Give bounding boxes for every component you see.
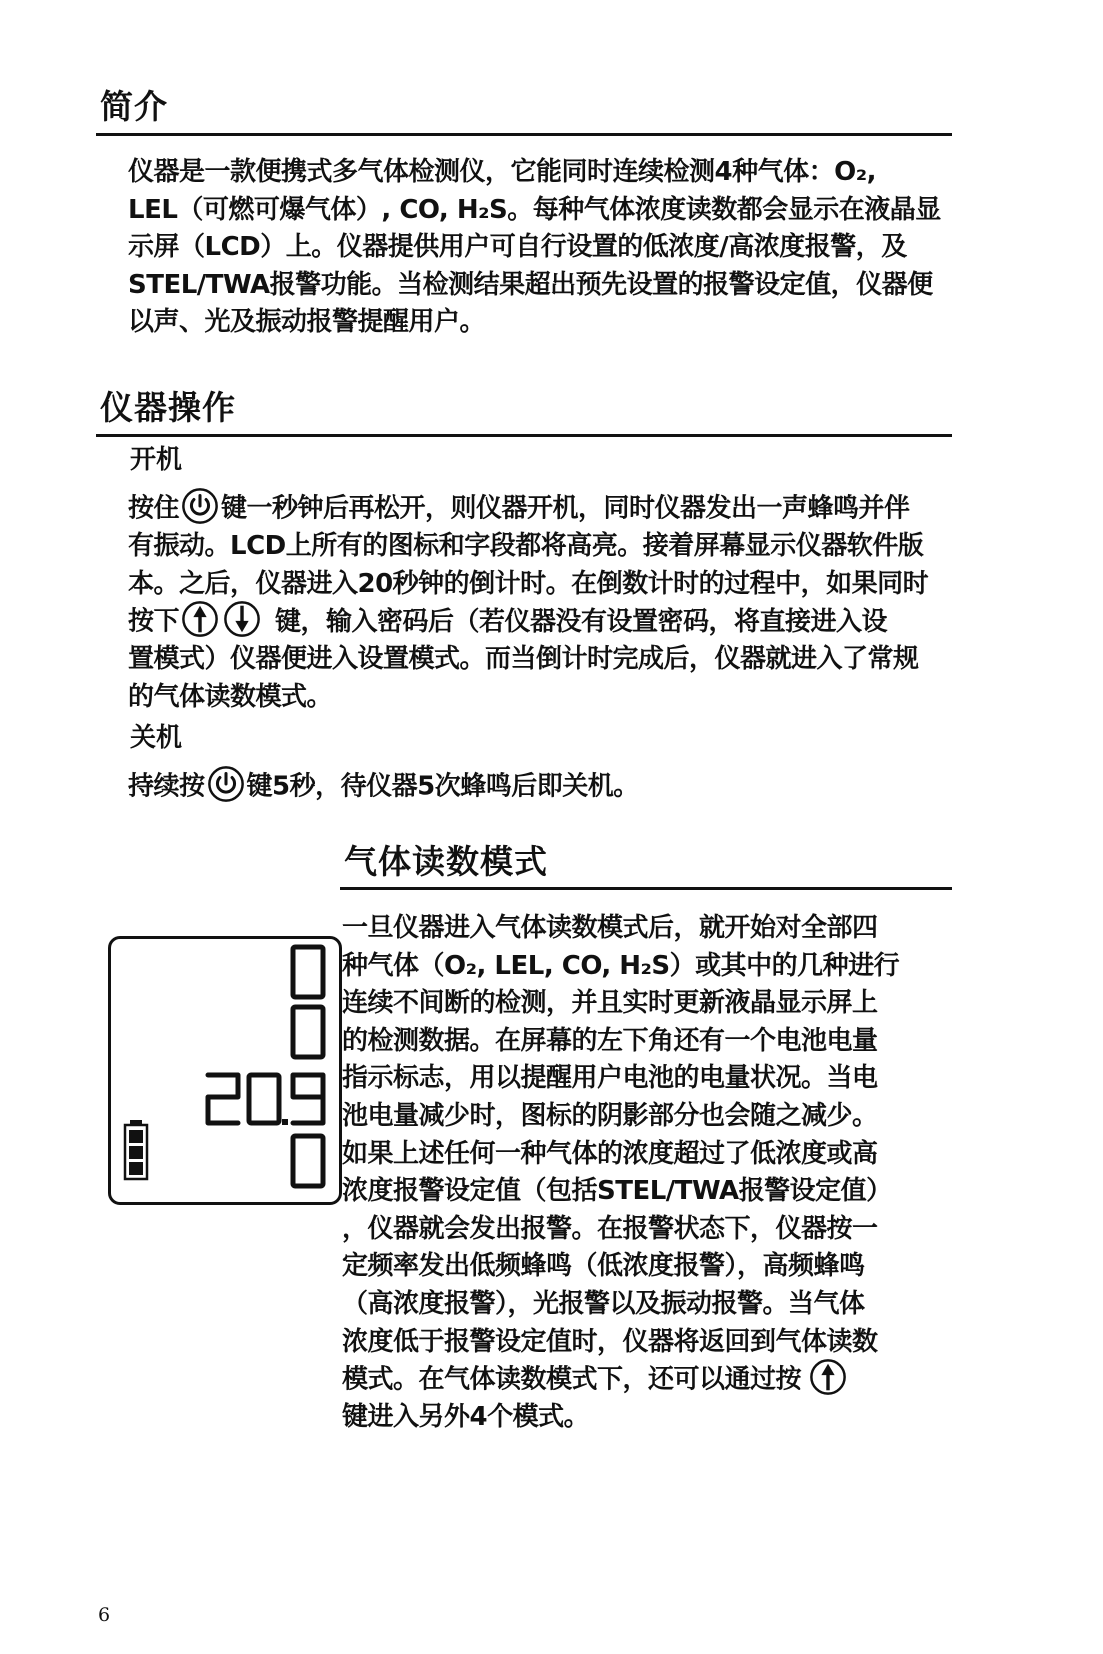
gas-mode-line: 指示标志，用以提醒用户电池的电量状况。当电 (342, 1063, 878, 1094)
intro-line: 仪器是一款便携式多气体检测仪，它能同时连续检测4种气体：O₂, (128, 157, 876, 187)
lcd-digit (293, 1007, 323, 1057)
down-key-icon (223, 600, 261, 638)
gas-mode-line: ，仪器就会发出报警。在报警状态下，仪器按一 (342, 1213, 878, 1244)
power-on-line: 置模式）仪器便进入设置模式。而当倒计时完成后，仪器就进入了常规 (128, 644, 919, 675)
up-key-icon (809, 1358, 847, 1396)
lcd-digit (249, 1075, 279, 1123)
operation-rule (96, 434, 952, 437)
power-on-text: 按下 (128, 606, 180, 637)
gas-mode-line: 的检测数据。在屏幕的左下角还有一个电池电量 (342, 1025, 878, 1056)
power-off-line (128, 768, 639, 806)
intro-rule (96, 133, 952, 136)
gas-mode-line: 定频率发出低频蜂鸣（低浓度报警），高频蜂鸣 (342, 1251, 865, 1282)
power-key-icon (207, 765, 245, 803)
gas-mode-heading: 气体读数模式 (344, 842, 548, 881)
intro-line: STEL/TWA报警功能。当检测结果超出预先设置的报警设定值，仪器便 (128, 269, 933, 300)
gas-mode-line: 浓度低于报警设定值时，仪器将返回到气体读数 (342, 1326, 878, 1357)
power-on-line: 的气体读数模式。 (128, 681, 333, 712)
power-off-text: 持续按 (128, 771, 205, 802)
gas-mode-line: 键进入另外4个模式。 (342, 1402, 590, 1433)
gas-mode-line (342, 1361, 899, 1399)
lcd-decimal-point (282, 1119, 288, 1125)
gas-mode-line: 浓度报警设定值（包括STEL/TWA报警设定值） (342, 1176, 892, 1207)
power-on-title: 开机 (130, 445, 183, 475)
lcd-readings (111, 939, 339, 1202)
power-on-paragraph (128, 490, 928, 717)
intro-paragraph (128, 154, 941, 342)
gas-mode-line: 一旦仪器进入气体读数模式后，就开始对全部四 (342, 913, 878, 943)
power-on-text: 按住 (128, 493, 180, 524)
lcd-display (108, 936, 342, 1205)
battery-icon (125, 1120, 147, 1179)
power-key-icon (181, 487, 219, 525)
gas-mode-text: 模式。在气体读数模式下，还可以通过按 (342, 1364, 802, 1395)
power-off-text: 键5秒，待仪器5次蜂鸣后即关机。 (246, 771, 639, 802)
power-on-line: 有振动。LCD上所有的图标和字段都将高亮。接着屏幕显示仪器软件版 (128, 531, 924, 562)
power-on-text: 键，输入密码后（若仪器没有设置密码，将直接进入设 (275, 606, 888, 637)
lcd-digit (208, 1075, 238, 1123)
intro-line: LEL（可燃可爆气体）, CO, H₂S。每种气体浓度读数都会显示在液晶显 (128, 194, 941, 225)
gas-mode-line: 种气体（O₂, LEL, CO, H₂S）或其中的几种进行 (342, 950, 900, 981)
intro-line: 以声、光及振动报警提醒用户。 (128, 307, 486, 338)
lcd-digit (293, 947, 323, 997)
power-on-line: 本。之后，仪器进入20秒钟的倒计时。在倒数计时的过程中，如果同时 (128, 568, 929, 599)
intro-heading: 简介 (100, 87, 168, 126)
gas-mode-rule (340, 887, 952, 890)
power-on-line (128, 490, 928, 528)
power-on-text: 键一秒钟后再松开，则仪器开机，同时仪器发出一声蜂鸣并伴 (221, 493, 910, 524)
gas-mode-line: 如果上述任何一种气体的浓度超过了低浓度或高 (342, 1138, 878, 1169)
gas-mode-line: （高浓度报警），光报警以及振动报警。当气体 (342, 1288, 865, 1319)
up-key-icon (181, 600, 219, 638)
power-off-paragraph (128, 768, 639, 806)
operation-heading: 仪器操作 (100, 388, 236, 427)
gas-mode-line: 连续不间断的检测，并且实时更新液晶显示屏上 (342, 988, 878, 1019)
page-number: 6 (98, 1604, 111, 1626)
lcd-digit (293, 1075, 323, 1123)
gas-mode-paragraph (342, 910, 899, 1437)
power-off-title: 关机 (130, 723, 183, 753)
power-on-line (128, 603, 928, 641)
lcd-digit (293, 1136, 323, 1186)
gas-mode-line: 池电量减少时，图标的阴影部分也会随之减少。 (342, 1100, 878, 1131)
intro-line: 示屏（LCD）上。仪器提供用户可自行设置的低浓度/高浓度报警，及 (128, 232, 907, 263)
